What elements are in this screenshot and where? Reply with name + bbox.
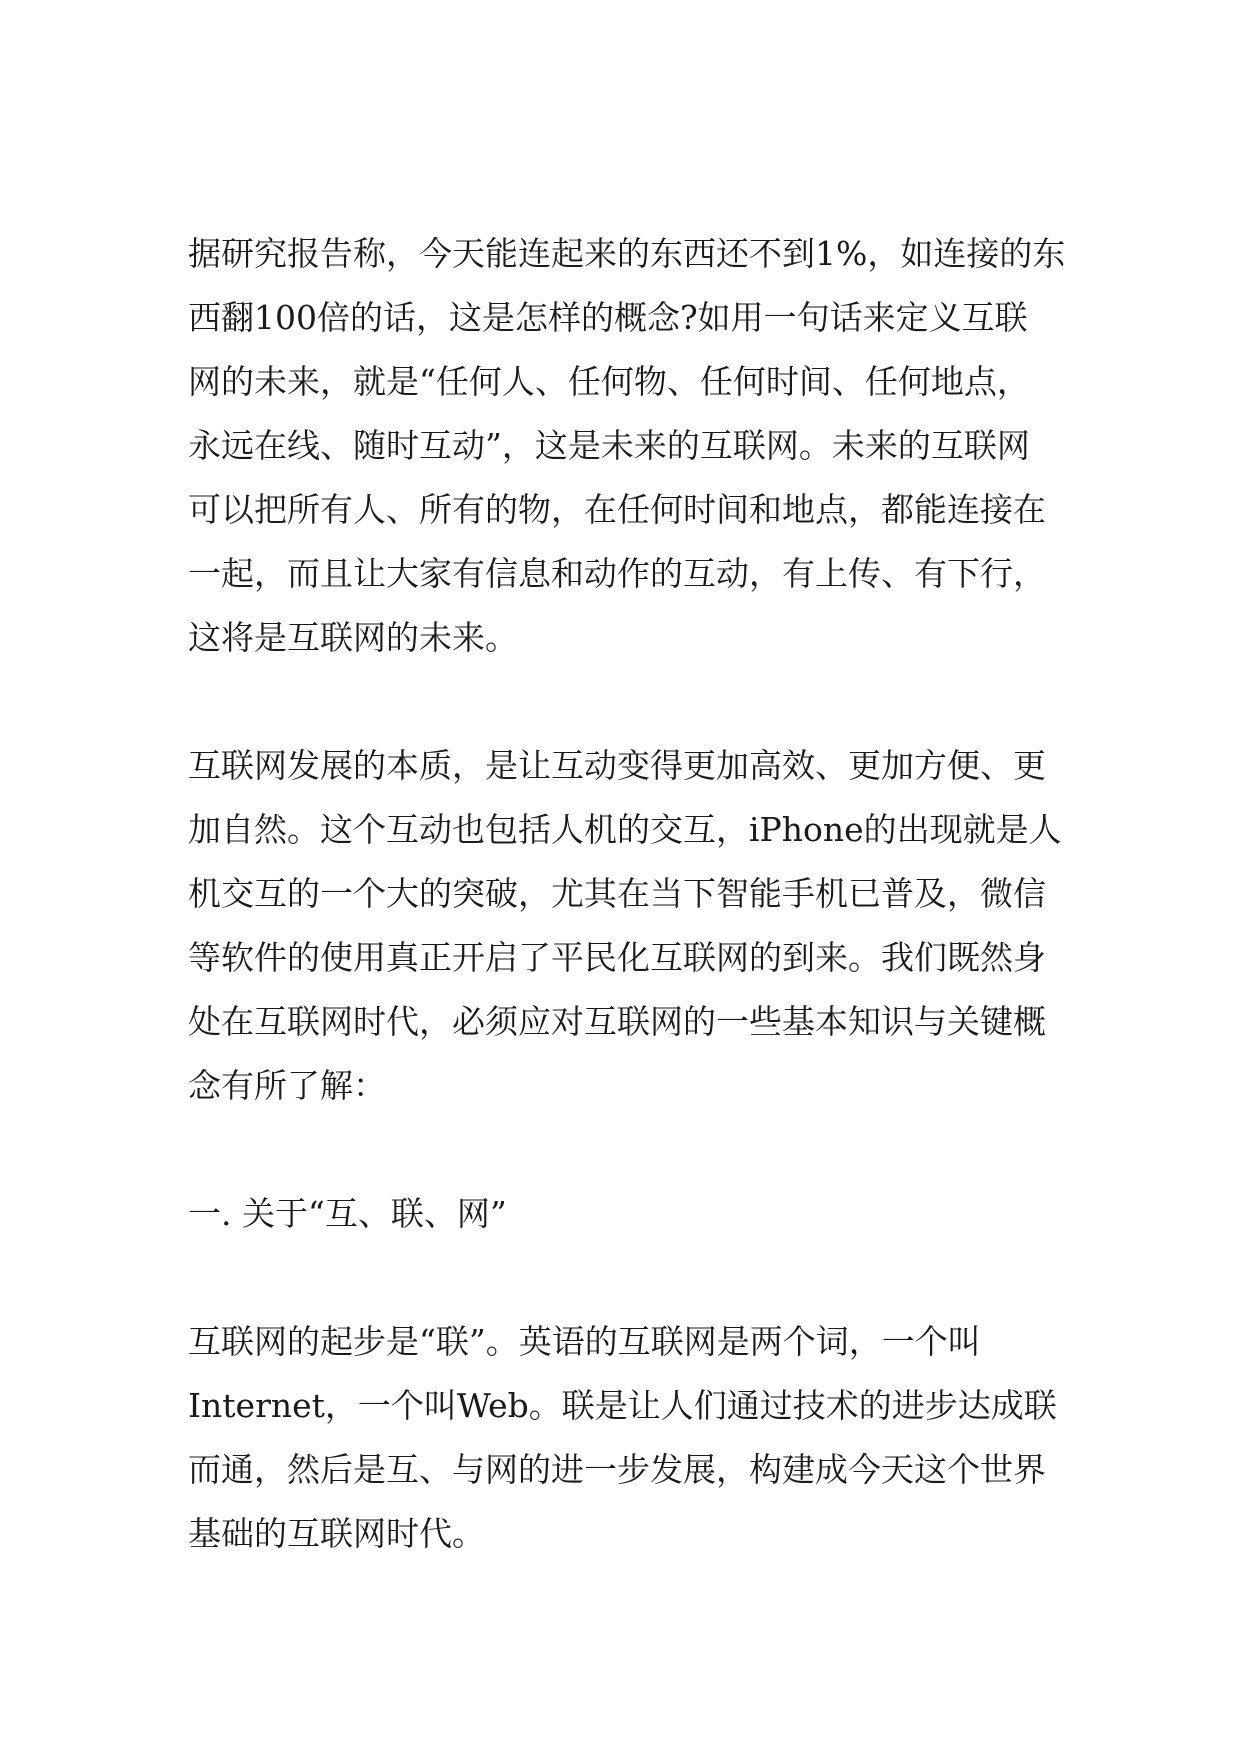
- text-line: 处在互联网时代，必须应对互联网的一些基本知识与关键概: [188, 1002, 1046, 1041]
- text-line: 互联网发展的本质，是让互动变得更加高效、更加方便、更: [188, 746, 1046, 785]
- paragraph-spacer: [188, 1246, 1068, 1310]
- paragraph-spacer: [188, 670, 1068, 734]
- paragraph-spacer: [188, 1118, 1068, 1182]
- text-line: 这将是互联网的未来。: [188, 618, 518, 657]
- text-line: 永远在线、随时互动”，这是未来的互联网。未来的互联网: [188, 426, 1030, 465]
- text-line: 念有所了解：: [188, 1066, 386, 1105]
- text-line: 等软件的使用真正开启了平民化互联网的到来。我们既然身: [188, 938, 1046, 977]
- text-line: 机交互的一个大的突破，尤其在当下智能手机已普及，微信: [188, 874, 1046, 913]
- text-line: 而通，然后是互、与网的进一步发展，构建成今天这个世界: [188, 1450, 1046, 1489]
- section-heading: 一. 关于“互、联、网”: [188, 1194, 507, 1233]
- paragraph-connection: [188, 1310, 1068, 1566]
- document-body: [188, 222, 1068, 1566]
- paragraph-internet-future: [188, 222, 1068, 670]
- text-line: Internet，一个叫Web。联是让人们通过技术的进步达成联: [188, 1386, 1057, 1425]
- text-line: 西翻100倍的话，这是怎样的概念?如用一句话来定义互联: [188, 298, 1028, 337]
- text-line: 互联网的起步是“联”。英语的互联网是两个词，一个叫: [188, 1322, 981, 1361]
- text-line: 据研究报告称，今天能连起来的东西还不到1%，如连接的东: [188, 234, 1066, 273]
- text-line: 基础的互联网时代。: [188, 1514, 485, 1553]
- text-line: 可以把所有人、所有的物，在任何时间和地点，都能连接在: [188, 490, 1046, 529]
- text-line: 加自然。这个互动也包括人机的交互，iPhone的出现就是人: [188, 810, 1062, 849]
- text-line: 一起，而且让大家有信息和动作的互动，有上传、有下行，: [188, 554, 1046, 593]
- paragraph-internet-essence: [188, 734, 1068, 1118]
- text-line: 网的未来，就是“任何人、任何物、任何时间、任何地点，: [188, 362, 1030, 401]
